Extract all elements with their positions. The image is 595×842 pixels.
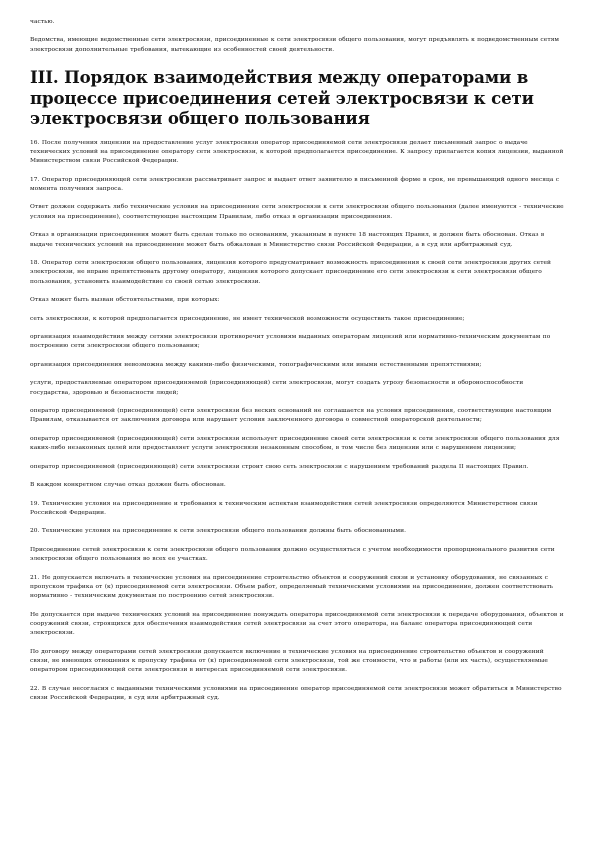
paragraph-20-note: Присоединение сетей электросвязи к сети электросвязи общего пользования должно осуществляться с учетом необходимости пропорционального развития сети электросвязи общего пользования во всех ее участках. xyxy=(30,546,555,563)
refusal-reason-7: оператор присоединяемой (присоединяющей) сети электросвязи строит свою сеть электросвязи с нарушением требований раздела II настоящих Правил. xyxy=(30,463,529,470)
refusal-reason-2: организация взаимодействия между сетями электросвязи противоречит условиям выданных операторам лицензий или нормативно-техническим документам по построению сети электросвязи общего пользования; xyxy=(30,334,551,350)
paragraph-19: 19. Технические условия на присоединение и требования к техническим аспектам взаимодействия сетей электросвязи определяются Министерством связи Российской Федерации. xyxy=(30,500,538,516)
document-page xyxy=(30,18,565,713)
paragraph-17: 17. Оператор присоединяющей сети электросвязи рассматривает запрос и выдает ответ заявителю в письменной форме в срок, не превышающий одного месяца с момента получения запроса. xyxy=(30,176,560,192)
refusal-reason-5: оператор присоединяемой (присоединяющей) сети электросвязи без веских оснований не соглашается на условия присоединения, соответствующие настоящим Правилам, отказывается от заключения договора или нарушает условия заключенного договора о совместной операторской деятельности; xyxy=(30,408,552,424)
refusal-justification: В каждом конкретном случае отказ должен быть обоснован. xyxy=(30,482,226,489)
paragraph-16: 16. После получения лицензии на предоставление услуг электросвязи оператор присоединяемой сети электросвязи делает письменный запрос о выдаче технических условий на присоединение оператору сети электросвязи, к которой предполагается присоединение. К запросу прилагается копия лицензии, выданной Министерством связи Российской Федерации. xyxy=(30,139,564,165)
paragraph-21-contract: По договору между операторами сетей электросвязи допускается включение в технические условия на присоединение строительство объектов и сооружений связи, не имеющих отношения к пропуску трафика от (к) присоединяемой сети электросвязи, той же стоимости, что и работы (или их часть), осуществляемые оператором присоединяющей сети электросвязи в интересах присоединяемой сети электросвязи. xyxy=(30,648,548,674)
refusal-reason-1: сеть электросвязи, к которой предполагается присоединение, не имеет технической возможности осуществить такое присоединение; xyxy=(30,315,465,322)
paragraph-18: 18. Оператор сети электросвязи общего пользования, лицензия которого предусматривает возможность присоединения к своей сети электросвязи других сетей электросвязи, не вправе препятствовать другому оператору, лицензия которого допускает присоединение его сети электросвязи к сети электросвязи общего пользования, установить взаимодействие со своей сетью электросвязи. xyxy=(30,260,552,285)
paragraph-20: 20. Технические условия на присоединение к сети электросвязи общего пользования должны быть обоснованными. xyxy=(30,528,406,535)
refusal-reason-3: организация присоединения невозможна между какими-либо физическими, топографическими или иными естественными препятствиями; xyxy=(30,361,482,368)
refusal-reason-6: оператор присоединяемой (присоединяющей) сети электросвязи использует присоединение своей сети электросвязи к сети электросвязи общего пользования для каких-либо незаконных целей или предоставляет услуги электросвязи незаконным способом, в том числе без лицензии или с нарушением лицензии; xyxy=(30,435,560,452)
refusal-reason-4: услуги, предоставляемые оператором присоединяемой (присоединяющей) сети электросвязи, могут создать угрозу безопасности и обороноспособности государства, здоровью и безопасности людей; xyxy=(30,380,524,396)
paragraph-17-answer: Ответ должен содержать либо технические условия на присоединение сети электросвязи к сети электросвязи общего пользования (далее именуются - технические условия на присоединение), соответствующие настоящим Правилам, либо отказ в организации присоединения. xyxy=(30,204,564,220)
paragraph-17-refusal: Отказ в организации присоединения может быть сделан только по основаниям, указанным в пункте 18 настоящих Правил, и должен быть обоснован. Отказ в выдаче технических условий на присоединение может быть обжалован в Министерство связи Российской Федерации, а в суд или арбитражный суд. xyxy=(30,232,545,248)
lead-paragraph: Ведомства, имеющие ведомственные сети электросвязи, присоединенные к сети электросвязи общего пользования, могут предъявлять к подведомственным сетям электросвязи дополнительные требования, вытекающие из особенностей своей деятельности. xyxy=(30,37,560,53)
paragraph-18-intro: Отказ может быть вызван обстоятельствами, при которых: xyxy=(30,297,220,304)
paragraph-22: 22. В случае несогласия с выданными техническими условиями на присоединение оператор присоединяемой сети электросвязи может обратиться в Министерство связи Российской Федерации, в суд или арбитражный суд. xyxy=(30,685,562,702)
lead-fragment: частью. xyxy=(30,19,55,25)
section-title: III. Порядок взаимодействия между операторами в процессе присоединения сетей электросвязи к сети электросвязи общего пользования xyxy=(30,67,534,129)
paragraph-21-note: Не допускается при выдаче технических условий на присоединение понуждать оператора присоединяемой сети электросвязи к передаче оборудования, объектов и сооружений связи, строящихся для обеспечения взаимодействия сетей электросвязи за счет этого оператора, на баланс оператора присоединяющей сети электросвязи. xyxy=(30,611,564,637)
paragraph-21: 21. Не допускается включать в технические условия на присоединение строительство объектов и сооружений связи и установку оборудования, не связанных с пропуском трафика от (к) присоединяемой сети электросвязи. Объем работ, определяемый техническими условиями на присоединение, должен соответствовать нормативно - техническим документам по построению сетей электросвязи. xyxy=(30,574,554,600)
